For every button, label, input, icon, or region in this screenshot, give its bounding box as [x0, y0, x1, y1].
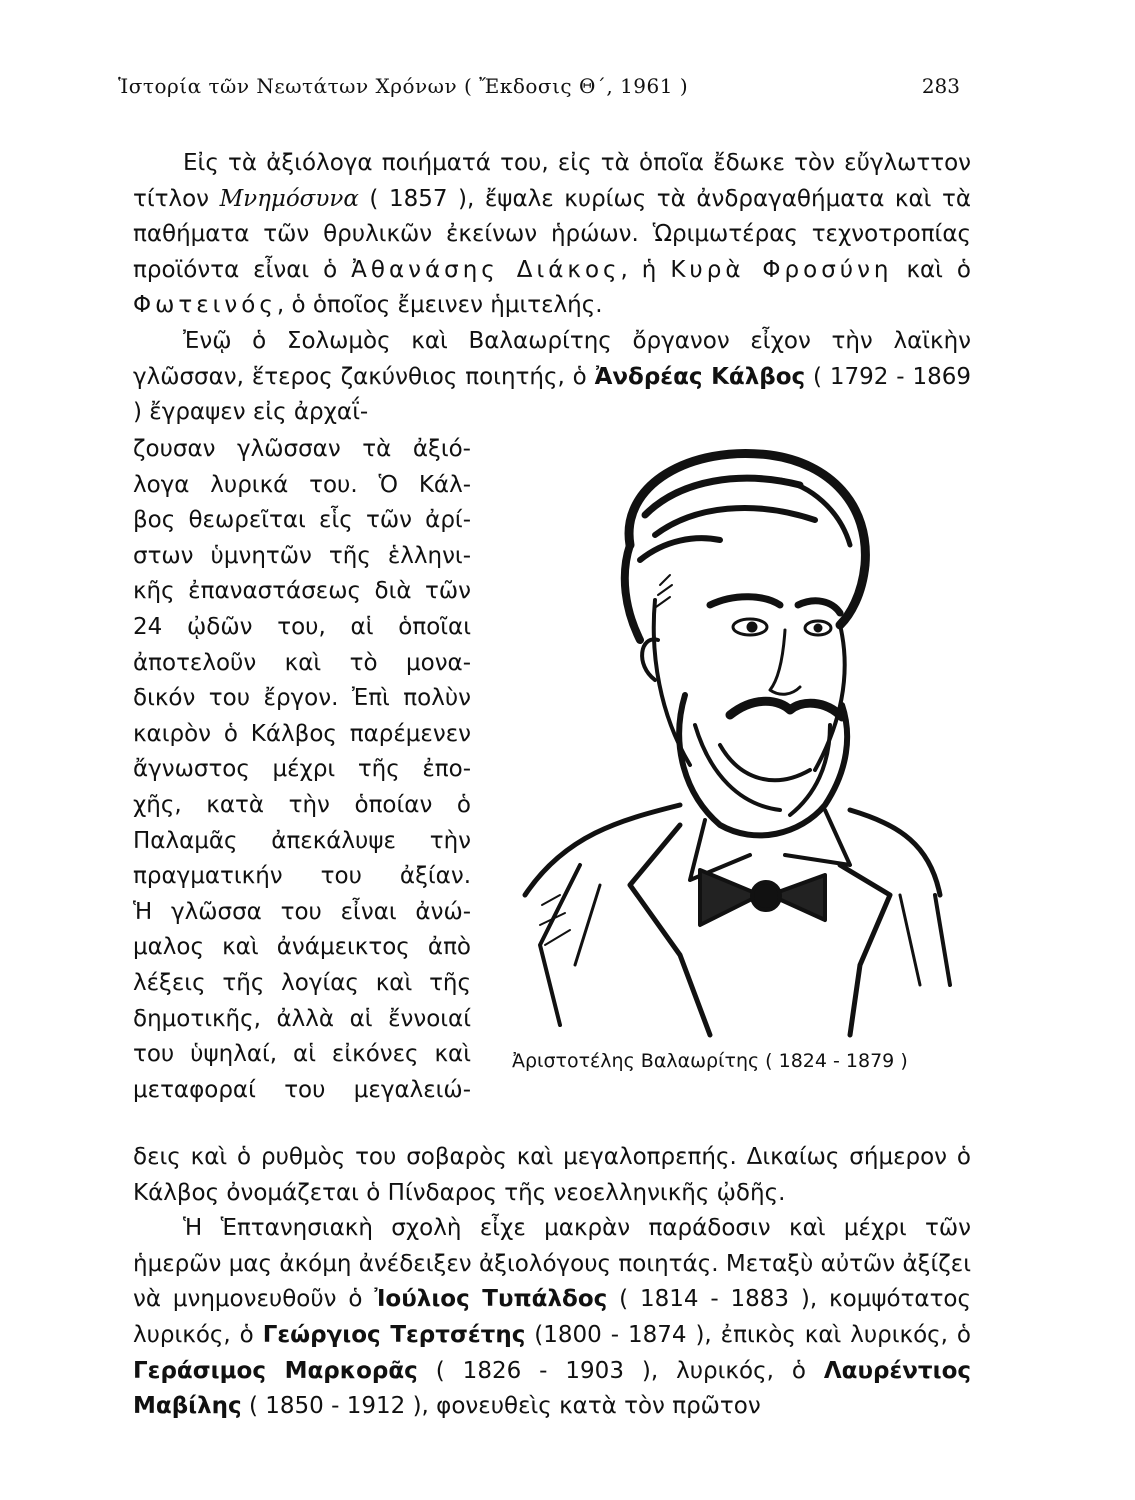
column-line: χῆς, κατὰ τὴν ὁποίαν ὁ [133, 791, 471, 818]
column-line: 24 ᾠδῶν του, αἱ ὁποῖαι [133, 613, 471, 640]
paragraph-heptanesian-school: Ἡ Ἑπτανησιακὴ σχολὴ εἶχε μακρὰν παράδοσιν καὶ μέχρι τῶν ἡμερῶν μας ἀκόμη ἀνέδειξεν ἀξιολόγους ποιητάς. Μεταξὺ αὐτῶν ἀξίζει νὰ μνημονευθοῦν ὁ Ἰούλιος Τυπάλδος ( 1814 - 1883 ), κομψότατος λυρικός, ὁ Γεώργιος Τερτσέτης (1800 - 1874 ), ἐπικὸς καὶ λυρικός, ὁ Γεράσιμος Μαρκορᾶς ( 1826 - 1903 ), λυρικός, ὁ Λαυρέντιος Μαβίλης ( 1850 - 1912 ), φονευθεὶς κατὰ τὸν πρῶτον [133, 1215, 972, 1420]
column-line: βος θεωρεῖται εἷς τῶν ἀρί- [133, 507, 471, 534]
paragraph-kalvos-intro: Ἐνῷ ὁ Σολωμὸς καὶ Βαλαωρίτης ὄργανον εἶχον τὴν λαϊκὴν γλῶσσαν, ἕτερος ζακύνθιος ποιητής, ὁ Ἀνδρέας Κάλβος ( 1792 - 1869 ) ἔγραψεν εἰς ἀρχαΐ- [133, 327, 971, 426]
poet-name-mavilis: Λαυρέντιος Μαβίλης [133, 1357, 972, 1420]
lower-text [133, 1140, 971, 1425]
poet-name-typaldos: Ἰούλιος Τυπάλδος [374, 1286, 608, 1313]
column-line: στων ὑμνητῶν τῆς ἑλληνι- [133, 542, 471, 569]
column-line: κῆς ἐπαναστάσεως διὰ τῶν [133, 578, 471, 605]
column-line: λέξεις τῆς λογίας καὶ τῆς [133, 969, 471, 996]
running-header [118, 70, 960, 102]
work-title-foteinos: Φωτεινός [133, 292, 277, 319]
column-line: μεταφοραί του μεγαλειώ- [133, 1076, 471, 1103]
column-line: λογα λυρικά του. Ὁ Κάλ- [133, 471, 471, 498]
portrait-illustration [480, 425, 980, 1050]
column-line: πραγματικήν του ἀξίαν. [133, 863, 471, 890]
poet-name-tertsetis: Γεώργιος Τερτσέτης [262, 1321, 526, 1348]
portrait-caption: Ἀριστοτέλης Βαλαωρίτης ( 1824 - 1879 ) [512, 1050, 908, 1072]
column-line: δημοτικῆς, ἀλλὰ αἱ ἔννοιαί [133, 1005, 471, 1032]
column-line: ἄγνωστος μέχρι τῆς ἐπο- [133, 756, 471, 783]
column-line: μαλος καὶ ἀνάμεικτος ἀπὸ [133, 934, 471, 961]
column-line: ζουσαν γλῶσσαν τὰ ἀξιό- [133, 436, 471, 462]
header-title: Ἱστορία τῶν Νεωτάτων Χρόνων ( Ἔκδοσις Θ΄, 1961 ) [118, 74, 689, 98]
paragraph-kalvos-end: δεις καὶ ὁ ρυθμὸς του σοβαρὸς καὶ μεγαλοπρεπής. Δικαίως σήμερον ὁ Κάλβος ὀνομάζεται ὁ Πίνδαρος τῆς νεοελληνικῆς ᾠδῆς. [133, 1144, 971, 1206]
work-title-mnimosyna: Μνημόσυνα [219, 185, 359, 212]
work-title-frosyni: Κυρὰ Φροσύνη [670, 256, 893, 283]
column-line: ἀποτελοῦν καὶ τὸ μονα- [133, 649, 471, 676]
poet-name-markoras: Γεράσιμος Μαρκορᾶς [133, 1357, 418, 1384]
work-title-diakos: Ἀθανάσης Διάκος [351, 256, 621, 283]
paragraph-mnimosyna: Εἰς τὰ ἀξιόλογα ποιήματά του, εἰς τὰ ὁποῖα ἔδωκε τὸν εὔγλωττον τίτλον Μνημόσυνα ( 1857 ), ἔψαλε κυρίως τὰ ἀνδραγαθήματα καὶ τὰ παθήματα τῶν θρυλικῶν ἐκείνων ἡρώων. Ὡριμωτέρας τεχνοτροπίας προϊόντα εἶναι ὁ Ἀθανάσης Διάκος, ἡ Κυρὰ Φροσύνη καὶ ὁ Φωτεινός, ὁ ὁποῖος ἔμεινεν ἡμιτελής. [133, 150, 971, 319]
column-line: του ὑψηλαί, αἱ εἰκόνες καὶ [133, 1041, 471, 1068]
narrow-column-text [133, 432, 471, 1108]
column-line: δικόν του ἔργον. Ἐπὶ πολὺν [133, 685, 471, 712]
column-line: Παλαμᾶς ἀπεκάλυψε τὴν [133, 827, 471, 854]
column-line: Ἡ γλῶσσα του εἶναι ἀνώ- [133, 898, 471, 925]
column-line: καιρὸν ὁ Κάλβος παρέμενεν [133, 720, 471, 747]
page-number: 283 [921, 74, 960, 98]
poet-name-kalvos: Ἀνδρέας Κάλβος [594, 363, 806, 390]
upper-text [133, 146, 971, 431]
